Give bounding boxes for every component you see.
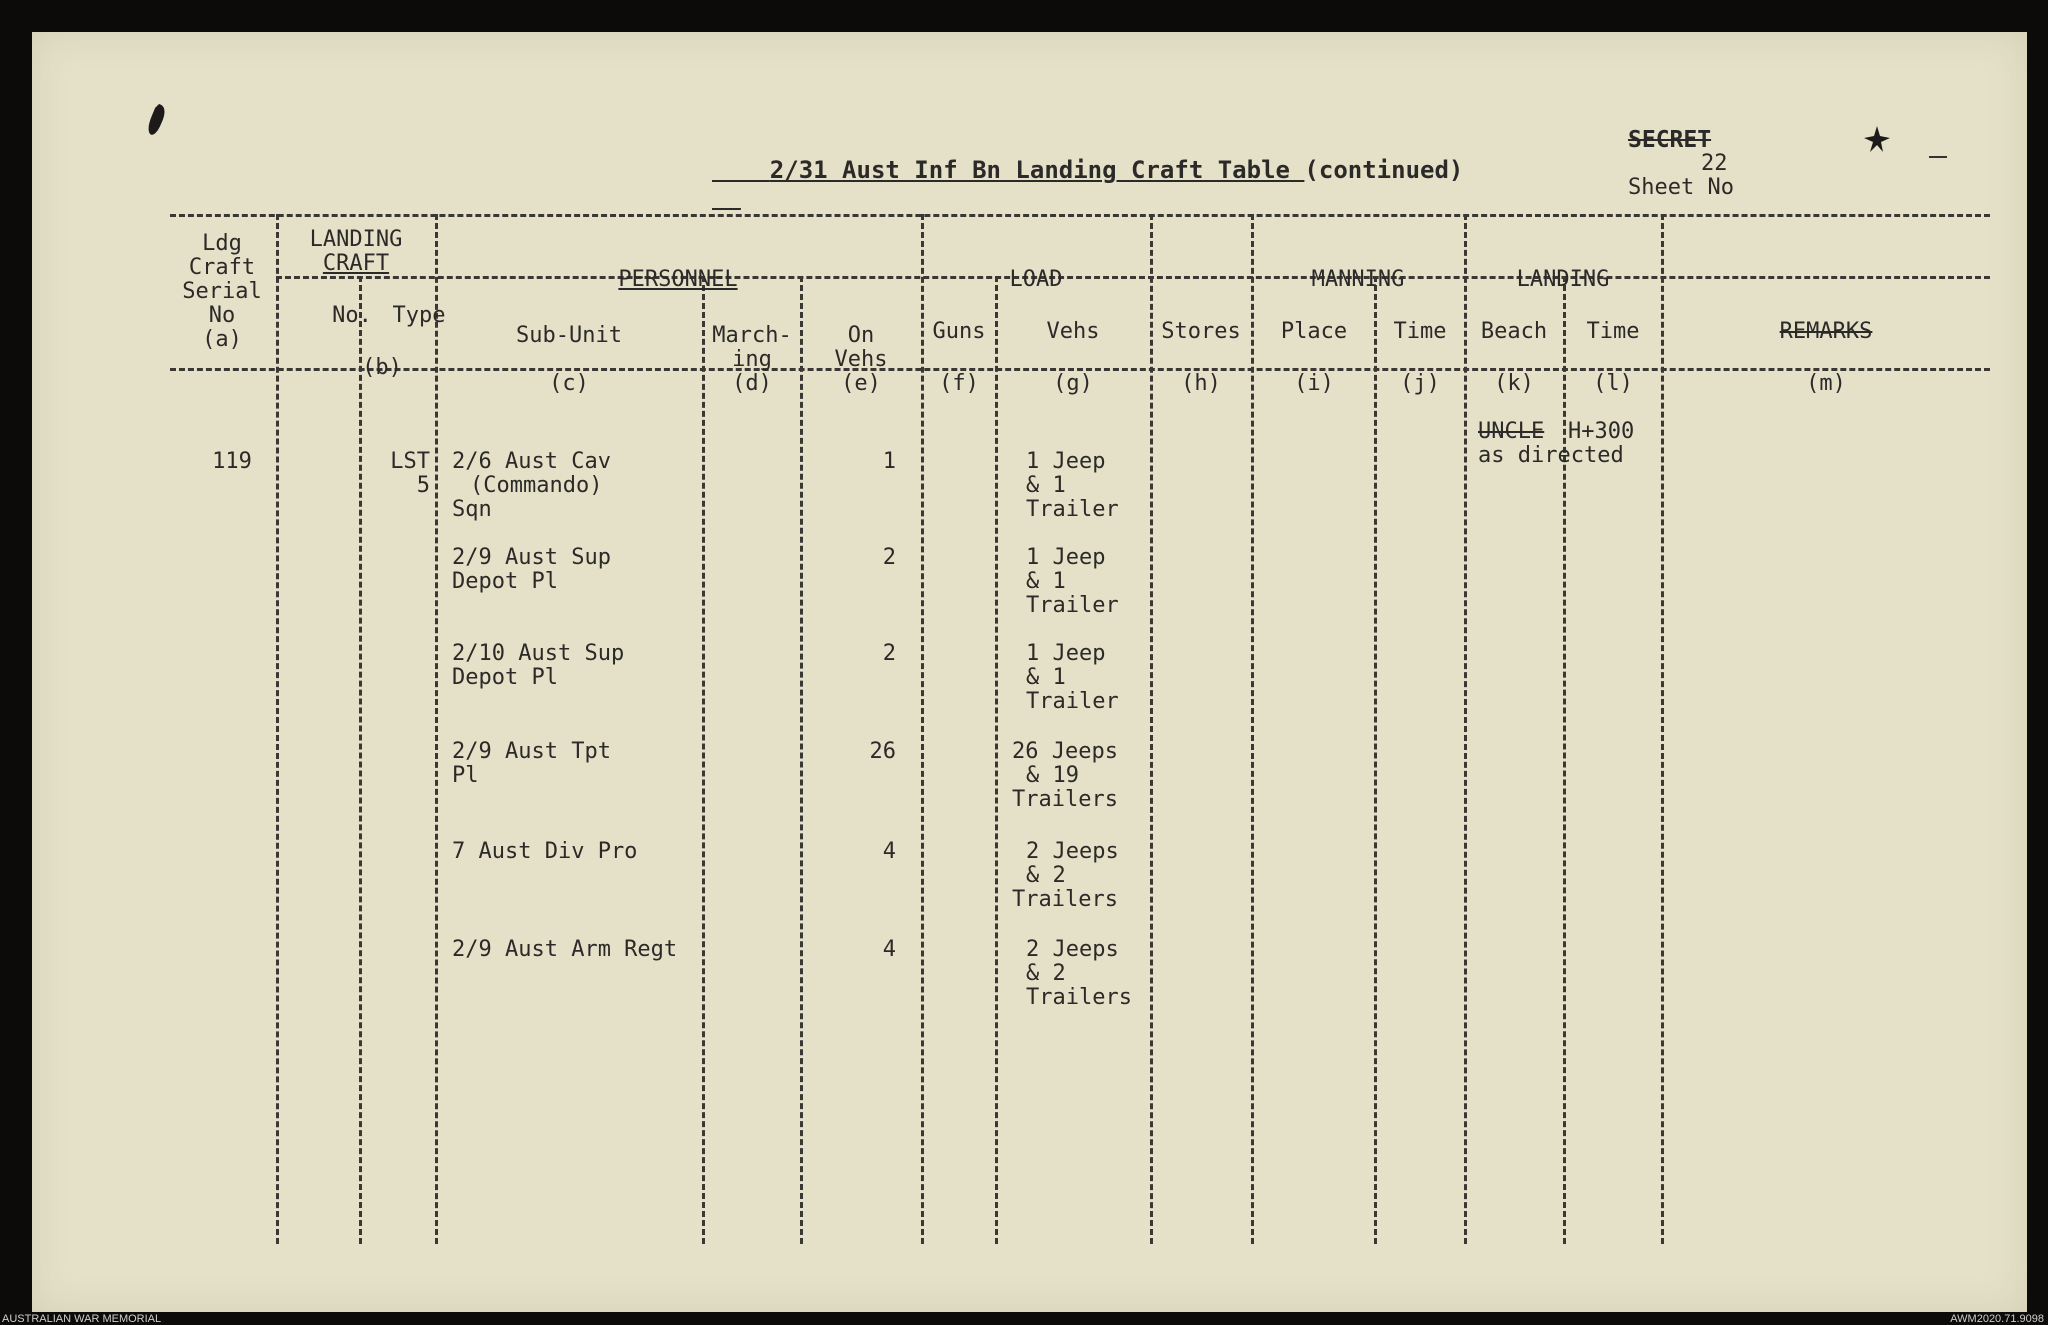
- row-5-vehs-1: 2 Jeeps: [1026, 839, 1119, 864]
- entry-time-note: as directed: [1478, 443, 1624, 468]
- row-1-sub-unit-2: (Commando): [470, 473, 603, 498]
- entry-craft-no: 5: [416, 473, 430, 498]
- row-2-vehs-1: 1 Jeep: [1026, 545, 1106, 570]
- row-5-vehs-2: & 2: [1026, 863, 1066, 888]
- row-6-on-vehs: 4: [882, 937, 896, 962]
- header-j: (j): [1400, 371, 1440, 396]
- header-craft-2: CRAFT: [322, 251, 390, 276]
- row-4-vehs-1: 26 Jeeps: [1012, 739, 1118, 764]
- header-m: (m): [1806, 371, 1846, 396]
- row-1-vehs-3: Trailer: [1026, 497, 1119, 522]
- row-1-on-vehs: 1: [882, 449, 896, 474]
- row-5-sub-unit-1: 7 Aust Div Pro: [452, 839, 638, 864]
- security-classification: SECRET: [1628, 127, 1712, 153]
- col-rule-i: [1374, 276, 1377, 1244]
- row-3-sub-unit-2: Depot Pl: [452, 665, 558, 690]
- col-rule-b: [435, 214, 438, 1244]
- dash-mark: [1929, 156, 1947, 158]
- col-rule-g: [1150, 214, 1153, 1244]
- header-marching: March-: [712, 323, 792, 348]
- row-4-vehs-3: Trailers: [1012, 787, 1118, 812]
- header-no: No: [208, 303, 236, 328]
- header-serial: Serial: [182, 279, 262, 304]
- row-3-vehs-1: 1 Jeep: [1026, 641, 1106, 666]
- col-rule-h: [1251, 214, 1254, 1244]
- col-rule-e: [921, 214, 924, 1244]
- ink-blot-mark: [145, 102, 175, 142]
- sheet-number: 22: [1701, 151, 1728, 176]
- col-rule-a: [276, 214, 279, 1244]
- row-1-sub-unit-3: Sqn: [452, 497, 492, 522]
- col-rule-f: [995, 276, 998, 1244]
- row-6-sub-unit-1: 2/9 Aust Arm Regt: [452, 937, 678, 962]
- row-3-vehs-3: Trailer: [1026, 689, 1119, 714]
- entry-craft-type: LST: [390, 449, 430, 474]
- header-f: (f): [939, 371, 979, 396]
- row-2-sub-unit-2: Depot Pl: [452, 569, 558, 594]
- row-4-sub-unit-1: 2/9 Aust Tpt: [452, 739, 611, 764]
- title-text: 2/31 Aust Inf Bn Landing Craft Table: [769, 156, 1290, 184]
- header-remarks: REMARKS: [1779, 319, 1873, 344]
- header-h: (h): [1181, 371, 1221, 396]
- footer-accession: AWM2020.71.9098: [1950, 1313, 2044, 1325]
- row-3-on-vehs: 2: [882, 641, 896, 666]
- row-4-on-vehs: 26: [869, 739, 896, 764]
- row-4-sub-unit-2: Pl: [452, 763, 479, 788]
- row-2-sub-unit-1: 2/9 Aust Sup: [452, 545, 611, 570]
- row-1-sub-unit-1: 2/6 Aust Cav: [452, 449, 611, 474]
- row-6-vehs-1: 2 Jeeps: [1026, 937, 1119, 962]
- header-i: (i): [1294, 371, 1334, 396]
- col-rule-l: [1661, 214, 1664, 1244]
- header-sub-unit: Sub-Unit: [516, 323, 622, 348]
- header-guns: Guns: [932, 319, 986, 344]
- header-landing-time: Time: [1586, 319, 1640, 344]
- header-personnel: PERSONNEL: [618, 267, 738, 292]
- header-ldg: Ldg: [202, 231, 242, 256]
- document-title: [712, 128, 1463, 212]
- header-e: (e): [841, 371, 881, 396]
- table-top-rule: [170, 214, 1990, 217]
- entry-beach: UNCLE: [1478, 419, 1545, 444]
- header-landing-group: LANDING: [1516, 267, 1610, 292]
- row-5-on-vehs: 4: [882, 839, 896, 864]
- header-no-dot: No.: [332, 303, 372, 328]
- row-3-vehs-2: & 1: [1026, 665, 1066, 690]
- header-g: (g): [1053, 371, 1093, 396]
- row-2-vehs-3: Trailer: [1026, 593, 1119, 618]
- header-place: Place: [1280, 319, 1348, 344]
- row-2-on-vehs: 2: [882, 545, 896, 570]
- row-6-vehs-3: Trailers: [1026, 985, 1132, 1010]
- header-b: (b): [362, 355, 402, 380]
- header-vehs: Vehs: [834, 347, 888, 372]
- row-1-vehs-1: 1 Jeep: [1026, 449, 1106, 474]
- col-rule-b-inner: [359, 276, 362, 1244]
- row-4-vehs-2: & 19: [1026, 763, 1079, 788]
- header-landing: LANDING: [309, 227, 403, 252]
- header-marching-2: ing: [732, 347, 772, 372]
- footer-institution: AUSTRALIAN WAR MEMORIAL: [2, 1313, 162, 1325]
- header-manning-time: Time: [1393, 319, 1447, 344]
- header-a: (a): [202, 327, 242, 352]
- header-stores: Stores: [1161, 319, 1241, 344]
- row-2-vehs-2: & 1: [1026, 569, 1066, 594]
- sheet-label: Sheet No: [1628, 175, 1734, 200]
- header-on: On: [847, 323, 875, 348]
- header-load-vehs: Vehs: [1046, 319, 1100, 344]
- header-type: Type: [392, 303, 446, 328]
- header-d: (d): [732, 371, 772, 396]
- col-rule-j: [1464, 214, 1467, 1244]
- header-beach: Beach: [1480, 319, 1548, 344]
- document-sheet: [32, 32, 2027, 1312]
- header-manning: MANNING: [1311, 267, 1405, 292]
- header-craft: Craft: [188, 255, 256, 280]
- entry-time: H+300: [1568, 419, 1635, 444]
- col-rule-c: [702, 276, 705, 1244]
- star-mark: [1862, 124, 1892, 154]
- title-suffix: (continued): [1304, 156, 1464, 184]
- row-3-sub-unit-1: 2/10 Aust Sup: [452, 641, 625, 666]
- col-rule-k: [1563, 276, 1566, 1244]
- header-load: LOAD: [1009, 267, 1063, 292]
- row-5-vehs-3: Trailers: [1012, 887, 1118, 912]
- entry-serial: 119: [212, 449, 252, 474]
- row-6-vehs-2: & 2: [1026, 961, 1066, 986]
- row-1-vehs-2: & 1: [1026, 473, 1066, 498]
- header-c: (c): [549, 371, 589, 396]
- header-k: (k): [1494, 371, 1534, 396]
- header-l: (l): [1593, 371, 1633, 396]
